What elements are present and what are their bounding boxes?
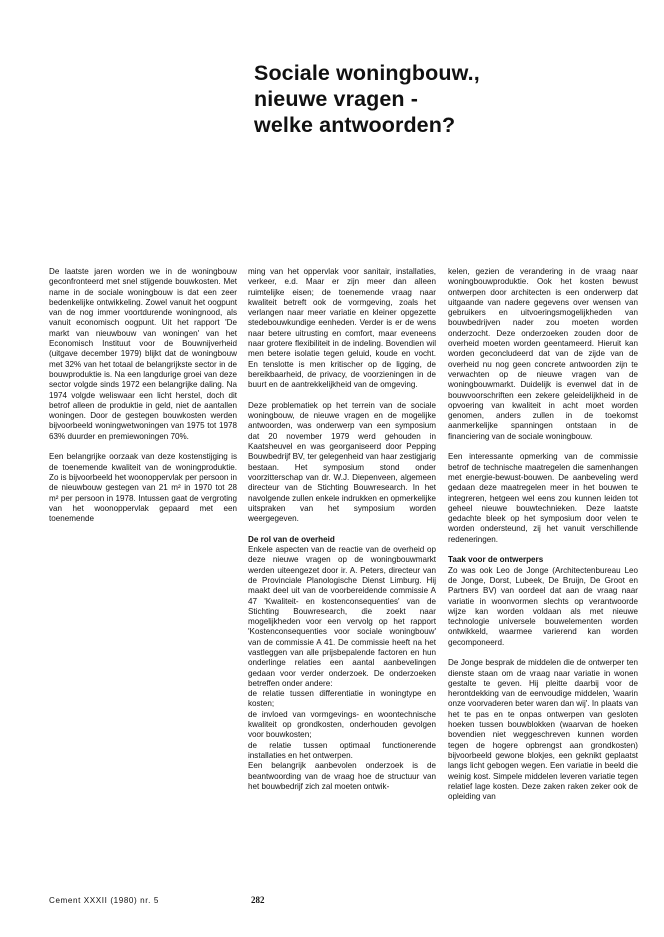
paragraph: Zo was ook Leo de Jonge (Architectenbureau Leo de Jonge, Dorst, Lubeek, De Bruijn, De Groot en Partners BV) van oordeel dat aan de vraag naar variatie in woonvormen slechts op verantwoorde wijze kan worden voldaan als met nieuwe technologie universele bouwelementen worden ontwikkeld, waarmee varierend kan worden gecomponeerd. [448, 565, 638, 647]
text-column-2 [248, 267, 436, 792]
list-item: de relatie tussen optimaal functionerende installaties en het ontwerpen. [248, 740, 436, 760]
paragraph: Een belangrijke oorzaak van deze kostenstijging is de toenemende kwaliteit van de woningproduktie. Zo is bijvoorbeeld het woonoppervlak per persoon in de nieuwbouw gestegen van 21 m² in 1970 tot 28 m² per persoon in 1978. Intussen gaat de vergroting van het woonoppervlak gepaard met een toenemende [49, 452, 237, 524]
title-line-2: nieuwe vragen - [254, 87, 418, 111]
title-line-3: welke antwoorden? [254, 113, 456, 137]
paragraph: kelen, gezien de verandering in de vraag naar woningbouwproduktie. Ook het kosten bewust ontwerpen door architecten is een onderwerp dat uitgaande van nadere gegevens over wensen van gebruikers en uitvoeringsmogelijkheden van bouwbedrijven nader zou moeten worden onderzocht. Deze onderzoeken zouden door de overheid moeten worden geentameerd. Hieruit kan worden geconcludeerd dat van de zijde van de overheid nu nog geen concrete antwoorden zijn te verwachten op de nieuwe vragen van de woningbouwmarkt. Duidelijk is evenwel dat in de bouwvoorschriften een zekere geleidelijkheid in de opvoering van kwaliteit in acht moet worden genomen, anders zullen in de toekomst aanmerkelijke spanningen ontstaan in de financiering van de sociale woningbouw. [448, 267, 638, 441]
section-heading-ontwerpers: Taak voor de ontwerpers [448, 555, 544, 565]
paragraph: Enkele aspecten van de reactie van de overheid op deze nieuwe vragen op de woningbouwmarkt werden uiteengezet door ir. A. Peters, directeur van de Provinciale Planologische Dienst Limburg. Hij maakt deel uit van de voorbereidende commissie A 47 'Kwaliteit- en kostenconsequenties' van de Stichting Bouwresearch, die zoekt naar mogelijkheden voor een vervolg op het rapport 'Kostenconsequenties voor sociale woningbouw' van de commissie A 41. De commissie heeft na het vastleggen van alle prijsbepalende factoren en hun onderlinge relaties een aantal aanbevelingen gedaan voor verder onderzoek. De onderzoeken betreffen onder andere: [248, 545, 436, 688]
title-line-1: Sociale woningbouw., [254, 61, 480, 85]
paragraph: Een interessante opmerking van de commissie betrof de technische maatregelen die samenhangen met energie-bewust-bouwen. De aanbeveling werd gedaan deze maatregelen meer in het bouwen te integreren, hetgeen wel eens zou kunnen leiden tot geheel nieuwe bouwtechnieken. Deze laatste gedachte bleek op het symposium door velen te worden ondersteund, zij het vanuit verschillende redeneringen. [448, 452, 638, 544]
paragraph: Een belangrijk aanbevolen onderzoek is de beantwoording van de vraag hoe de structuur van het bouwbedrijf zich zal moeten ontwik- [248, 761, 436, 791]
journal-footer: Cement XXXII (1980) nr. 5 [49, 896, 159, 905]
paragraph: ming van het oppervlak voor sanitair, installaties, verkeer, e.d. Maar er zijn meer dan alleen ruimtelijke eisen; de toenemende vraag naar kwaliteit betreft ook de vormgeving, zoals het verlangen naar meer variatie en kleiner opgezette stedebouwkundige eenheden. Verder is er de wens naar betere uitrusting en comfort, maar eveneens naar grotere flexibiliteit in de indeling. Bovendien wil men betere isolatie tegen geluid, koude en vocht. En tenslotte is men kritischer op de ligging, de bereikbaarheid, de privacy, de voorzieningen in de buurt en de aantrekkelijkheid van de omgeving. [248, 267, 436, 390]
list-item: de invloed van vormgevings- en woontechnische kwaliteit op grondkosten, onderhouden gevolgen voor bouwkosten; [248, 709, 436, 740]
paragraph: Deze problematiek op het terrein van de sociale woningbouw, de nieuwe vragen en de mogelijke antwoorden, was onderwerp van een symposium dat 20 november 1979 werd gehouden in Kaatsheuvel en was georganiseerd door Pepping Bouwbedrijf BV, ter gelegenheid van haar zestigjarig bestaan. Het symposium stond onder voorzitterschap van dr. W.J. Diepenveen, algemeen directeur van de Stichting Bouwresearch. In het navolgende zullen enkele indrukken en opmerkelijke uitspraken van het symposium worden weergegeven. [248, 400, 436, 524]
article-title [254, 60, 634, 138]
text-column-1 [49, 267, 237, 524]
paragraph: De laatste jaren worden we in de woningbouw geconfronteerd met snel stijgende bouwkosten. Met name in de sociale woningbouw is dat een zeer bedenkelijke ontwikkeling. Zowel vanuit het oogpunt van de nog immer voortdurende woningnood, als vanuit economisch oogpunt. Uit het rapport 'De markt van nieuwbouw van woningen' van het Economisch Instituut voor de Bouwnijverheid (uitgave december 1979) blijkt dat de woningbouw met 32% van het totaal de belangrijkste sector in de bouwproduktie is. Na een langdurige groei van deze sector volgde sinds 1972 een belangrijke daling. Na 1974 volgde weliswaar een licht herstel, doch dit betrof alleen de produktie in geld, niet de aantallen woningen. Door de gestegen bouwkosten werden bijvoorbeeld woningwetwoningen van 1975 tot 1978 63% duurder en premiewoningen 70%. [49, 267, 237, 441]
section-heading-overheid: De rol van de overheid [248, 534, 335, 544]
text-column-3 [448, 267, 638, 802]
paragraph: De Jonge besprak de middelen die de ontwerper ten dienste staan om de vraag naar variatie in wonen gestalte te geven. Hij pleitte daarbij voor de herontdekking van de eenvoudige middelen, 'waarin onze voorvaderen beter waren dan wij'. In plaats van het te pas en te onpas ontwerpen van gesloten hoeken tussen bouwblokken (waarvan de hoeken bovendien niet weggeschreven kunnen worden tegen de hogere opbrengst aan grondkosten) bijvoorbeeld gewone blokjes, een geknikt geplaatst langs licht gebogen wegen. Een variatie in beeld die weinig kost. Simpele middelen leveren variatie tegen relatief lage kosten. Deze zaken raken zeker ook de opleiding van [448, 658, 638, 802]
list-item: de relatie tussen differentiatie in woningtype en kosten; [248, 689, 436, 709]
page-number: 282 [251, 895, 265, 905]
